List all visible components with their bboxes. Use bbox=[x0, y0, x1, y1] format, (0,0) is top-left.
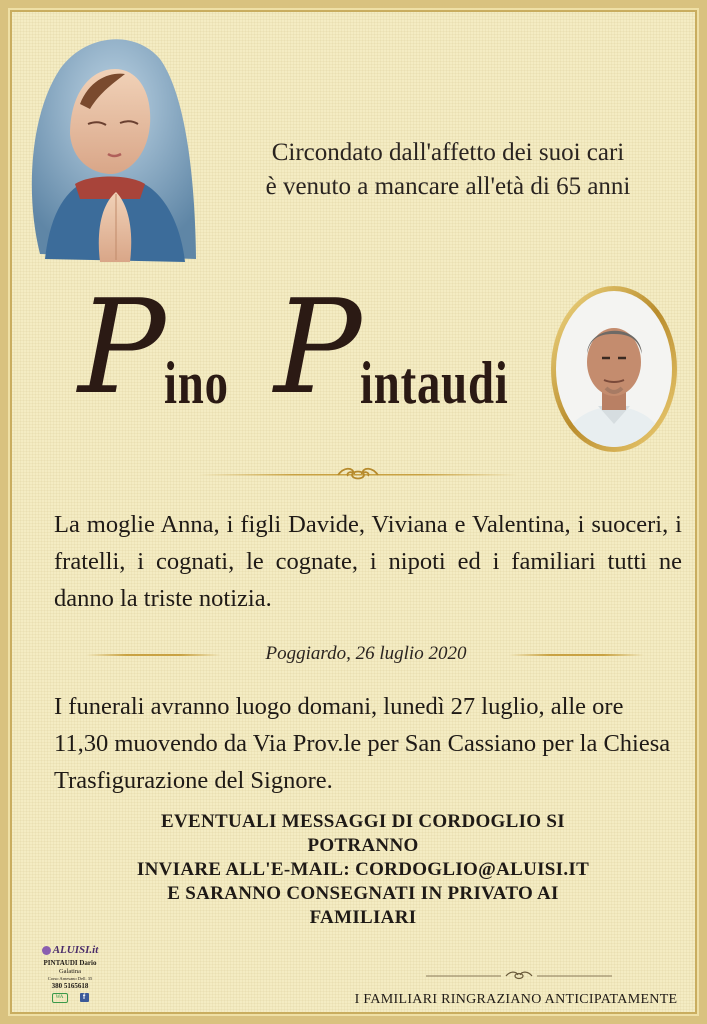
thanks-text: I FAMILIARI RINGRAZIANO ANTICIPATAMENTE bbox=[354, 992, 678, 1007]
intro-line-1: Circondato dall'affetto dei suoi cari bbox=[271, 139, 625, 166]
small-ornament-divider bbox=[426, 970, 612, 982]
agency-city: Galatina bbox=[58, 968, 82, 975]
place-date-row bbox=[86, 642, 644, 668]
notice-line-3: INVIARE ALL'E-MAIL: CORDOGLIO@ALUISI.IT bbox=[136, 859, 590, 880]
notice-line-5: FAMILIARI bbox=[309, 907, 417, 928]
agency-address: Corso Arnesano Dell. 35 bbox=[47, 976, 93, 981]
last-name-initial: P bbox=[274, 271, 362, 423]
funeral-text: I funerali avranno luogo domani, lunedì 27 luglio, alle ore 11,30 muovendo da Via Prov.le per San Cassiano per la Chiesa Trasfigurazione del Signore. bbox=[54, 693, 671, 794]
portrait-photo bbox=[550, 284, 678, 454]
announcement-text: La moglie Anna, i figli Davide, Viviana e Valentina, i suoceri, i fratelli, i cognati, le cognate, i nipoti ed i familiari tutti ne danno la triste notizia. bbox=[54, 511, 682, 612]
agency-name: PINTAUDI Dario bbox=[43, 959, 97, 967]
intro-text bbox=[208, 136, 688, 204]
madonna-image bbox=[20, 24, 198, 264]
first-name-initial: P bbox=[78, 271, 166, 423]
intro-line-2: è venuto a mancare all'età di 65 anni bbox=[265, 173, 631, 200]
agency-phone: 380 5165618 bbox=[51, 982, 89, 990]
deceased-name bbox=[78, 271, 548, 430]
ornament-divider bbox=[198, 464, 518, 486]
date-line-left bbox=[86, 654, 221, 656]
condolence-notice bbox=[108, 810, 618, 930]
date-line-right bbox=[509, 654, 644, 656]
agency-brand bbox=[30, 944, 110, 956]
agency-logo bbox=[30, 944, 110, 1003]
last-name-rest: intaudi bbox=[360, 350, 509, 416]
notice-line-4: E SARANNO CONSEGNATI IN PRIVATO AI bbox=[167, 883, 559, 904]
facebook-icon: f bbox=[80, 993, 89, 1002]
first-name-rest: ino bbox=[164, 350, 229, 416]
notice-line-2: POTRANNO bbox=[307, 835, 419, 856]
whatsapp-icon: WA bbox=[52, 993, 68, 1003]
notice-line-1: EVENTUALI MESSAGGI DI CORDOGLIO SI bbox=[160, 811, 565, 832]
place-date: Poggiardo, 26 luglio 2020 bbox=[265, 643, 467, 664]
agency-icons bbox=[30, 993, 110, 1003]
agency-brand-label: ALUISI.it bbox=[52, 944, 99, 956]
brand-dot-icon bbox=[42, 946, 51, 955]
